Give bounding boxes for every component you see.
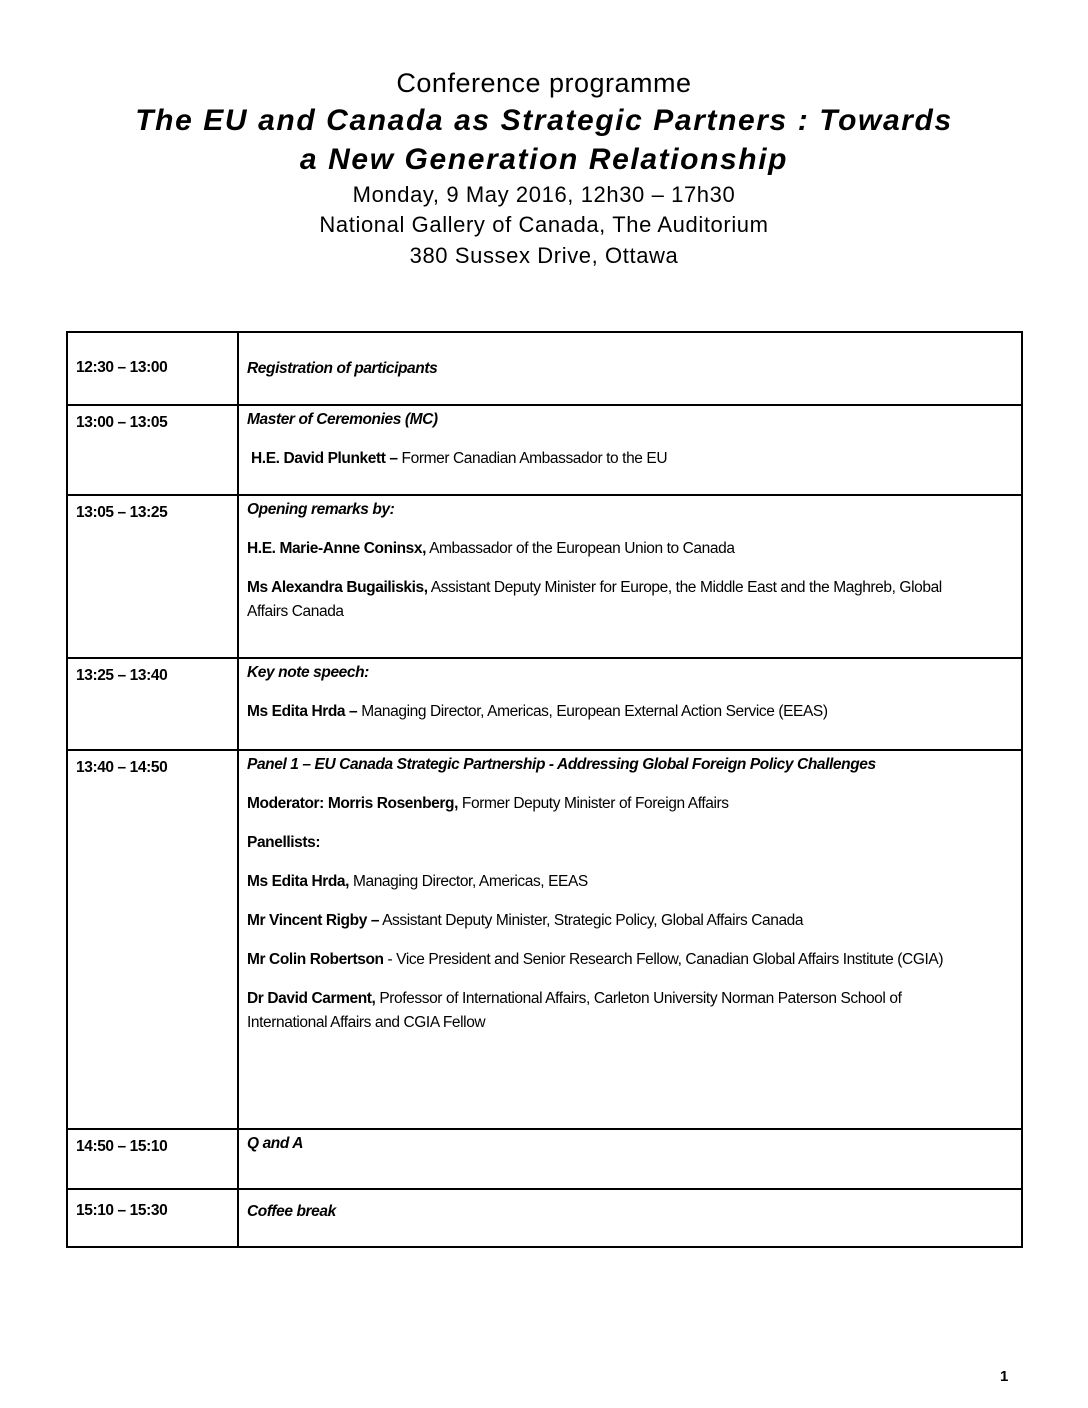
conference-address: 380 Sussex Drive, Ottawa: [409, 243, 679, 268]
table-row: [67, 405, 1022, 495]
session-cell: [238, 1189, 1022, 1247]
speaker-name: Ms Edita Hrda –: [247, 703, 358, 720]
speaker-name: Mr Vincent Rigby –: [247, 912, 380, 929]
speaker-role: Ambassador of the European Union to Canada: [426, 540, 735, 557]
table-row: [67, 658, 1022, 750]
speaker-name: Ms Alexandra Bugailiskis,: [247, 579, 428, 596]
speaker-name: H.E. Marie-Anne Coninsx,: [247, 540, 427, 557]
speaker-name: Moderator: Morris Rosenberg,: [247, 795, 458, 812]
time-slot: 14:50 – 15:10: [67, 1129, 238, 1189]
speaker-entry: [247, 987, 981, 1035]
time-slot: 13:25 – 13:40: [67, 658, 238, 750]
moderator-entry: [247, 792, 981, 816]
time-slot: 15:10 – 15:30: [67, 1189, 238, 1247]
table-row: [67, 1189, 1022, 1247]
speaker-role: Assistant Deputy Minister for Europe, the Middle East and the Maghreb, Global Affairs Canada: [247, 579, 942, 620]
session-heading: Master of Ceremonies (MC): [247, 411, 438, 428]
document-title: Conference programme: [396, 68, 692, 98]
session-cell: [238, 332, 1022, 405]
speaker-name: Dr David Carment,: [247, 990, 376, 1007]
programme-table: [66, 331, 1023, 1248]
session-cell: [238, 750, 1022, 1129]
session-heading: Panel 1 – EU Canada Strategic Partnership - Addressing Global Foreign Policy Challenges: [247, 756, 876, 773]
speaker-name: H.E. David Plunkett –: [251, 450, 398, 467]
time-slot: 12:30 – 13:00: [67, 332, 238, 405]
speaker-role: Professor of International Affairs, Carleton University Norman Paterson School of International Affairs and CGIA Fellow: [247, 990, 902, 1031]
conference-venue: National Gallery of Canada, The Auditorium: [319, 212, 769, 237]
speaker-name: Ms Edita Hrda,: [247, 873, 350, 890]
table-row: [67, 332, 1022, 405]
page-number: 1: [1000, 1368, 1009, 1385]
session-heading: Coffee break: [247, 1203, 336, 1220]
panellists-label: Panellists:: [247, 834, 321, 851]
time-slot: 13:40 – 14:50: [67, 750, 238, 1129]
conference-subtitle-line2: a New Generation Relationship: [299, 143, 789, 176]
session-heading: Key note speech:: [247, 664, 369, 681]
speaker-role: Assistant Deputy Minister, Strategic Policy, Global Affairs Canada: [379, 912, 804, 929]
speaker-entry: [247, 537, 1013, 561]
speaker-role: - Vice President and Senior Research Fellow, Canadian Global Affairs Institute (CGIA): [383, 951, 944, 968]
time-slot: 13:00 – 13:05: [67, 405, 238, 495]
time-slot: 13:05 – 13:25: [67, 495, 238, 658]
session-cell: [238, 405, 1022, 495]
table-row: [67, 495, 1022, 658]
conference-subtitle-line1: The EU and Canada as Strategic Partners : Towards: [135, 104, 953, 137]
speaker-entry: [247, 700, 1013, 724]
session-cell: [238, 495, 1022, 658]
speaker-entry: [247, 447, 1013, 471]
speaker-entry: [247, 576, 1013, 624]
speaker-entry: [247, 870, 981, 894]
table-row: [67, 750, 1022, 1129]
speaker-entry: [247, 909, 981, 933]
session-cell: [238, 658, 1022, 750]
session-heading: Registration of participants: [247, 360, 438, 377]
table-row: [67, 1129, 1022, 1189]
conference-date: Monday, 9 May 2016, 12h30 – 17h30: [352, 182, 736, 207]
speaker-name: Mr Colin Robertson: [247, 951, 384, 968]
speaker-entry: [247, 948, 981, 972]
speaker-role: Managing Director, Americas, European External Action Service (EEAS): [357, 703, 828, 720]
speaker-role: Former Canadian Ambassador to the EU: [397, 450, 668, 467]
speaker-role: Former Deputy Minister of Foreign Affairs: [458, 795, 729, 812]
session-cell: [238, 1129, 1022, 1189]
session-heading: Q and A: [247, 1135, 304, 1152]
session-heading: Opening remarks by:: [247, 501, 395, 518]
speaker-role: Managing Director, Americas, EEAS: [349, 873, 588, 890]
